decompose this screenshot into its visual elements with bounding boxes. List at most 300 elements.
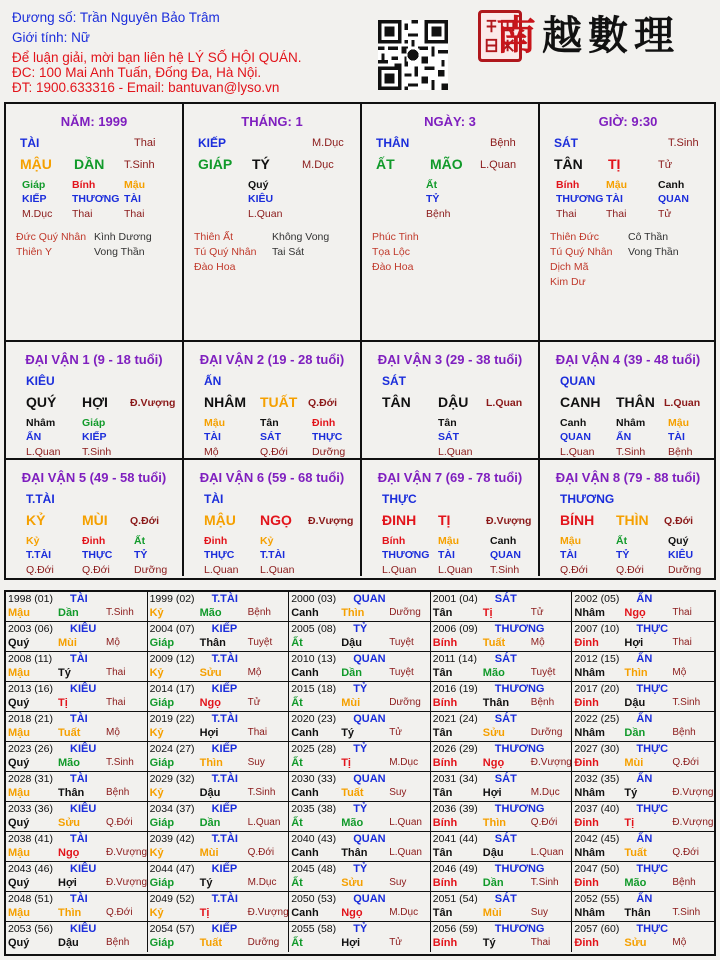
pillar-stem: GIÁP [198, 156, 233, 172]
hidden-stage: Thai [124, 208, 145, 220]
star-left: Thiên Ất [194, 231, 234, 243]
annual-stem: Đinh [574, 937, 599, 949]
annual-stem: Ất [291, 877, 303, 889]
annual-branch: Dậu [482, 847, 504, 859]
annual-god: THỰC [636, 743, 669, 755]
annual-branch: Tị [624, 817, 635, 829]
dai-van-god: KIÊU [26, 374, 55, 388]
annual-god: TỶ [353, 623, 368, 635]
annual-stage: Bệnh [106, 787, 130, 798]
annual-cell[interactable] [148, 922, 290, 952]
annual-stage: T.Sinh [247, 787, 276, 798]
hidden-stage: Q.Đới [560, 564, 588, 576]
annual-stage: Q.Đới [106, 907, 133, 918]
dai-van-cell[interactable] [184, 460, 362, 576]
hidden-god: TÀI [606, 193, 623, 205]
annual-branch: Tý [482, 937, 496, 949]
annual-cell[interactable] [572, 682, 714, 712]
pillar-god: THÂN [376, 136, 410, 150]
annual-cell[interactable] [572, 922, 714, 952]
hidden-god: SÁT [260, 431, 281, 443]
annual-stage: Thai [247, 727, 268, 738]
annual-stem: Nhâm [574, 727, 605, 739]
annual-stage: Tử [530, 607, 544, 618]
annual-stem: Ất [291, 757, 303, 769]
annual-god: T.TÀI [211, 893, 238, 905]
annual-cell[interactable] [289, 922, 431, 952]
dai-van-cell[interactable] [540, 460, 716, 576]
annual-stem: Kỷ [149, 907, 164, 919]
annual-year: 2053 (56) [8, 923, 53, 935]
annual-cell[interactable] [289, 682, 431, 712]
annual-cell[interactable] [6, 802, 148, 832]
annual-year: 2002 (05) [574, 593, 620, 605]
annual-stage: Suy [247, 757, 265, 768]
hidden-god: QUAN [490, 549, 521, 561]
annual-grid [4, 590, 716, 956]
annual-stage: Bệnh [530, 697, 555, 708]
pillar-cell[interactable] [184, 104, 362, 342]
annual-stem: Đinh [574, 697, 599, 709]
hidden-god: TÀI [204, 431, 221, 443]
pillar-stem: MẬU [20, 156, 52, 172]
annual-stage: T.Sinh [106, 607, 134, 618]
annual-year: 2032 (35) [574, 773, 620, 785]
annual-stage: Q.Đới [672, 757, 699, 768]
annual-stem: Đinh [574, 637, 599, 649]
hidden-stem: Ất [134, 535, 146, 547]
annual-god: SÁT [494, 773, 517, 785]
annual-stage: M.Dục [389, 757, 419, 768]
hidden-stem: Quý [248, 179, 269, 191]
annual-cell[interactable] [289, 832, 431, 862]
annual-cell[interactable] [6, 832, 148, 862]
hidden-stage: L.Quan [248, 208, 283, 220]
annual-god: THƯƠNG [494, 683, 545, 695]
annual-god: TÀI [70, 653, 88, 665]
annual-branch: Ngọ [624, 607, 646, 619]
annual-cell[interactable] [6, 742, 148, 772]
annual-branch: Ngọ [482, 757, 505, 769]
gender: Giới tính: Nữ [12, 30, 90, 45]
annual-cell[interactable] [572, 802, 714, 832]
annual-branch: Mùi [341, 697, 361, 709]
hidden-stem: Mậu [124, 179, 145, 191]
annual-god: T.TÀI [211, 593, 238, 605]
annual-cell[interactable] [289, 622, 431, 652]
annual-stem: Canh [291, 727, 319, 739]
annual-stage: Đ.Vượng [106, 877, 148, 888]
annual-branch: Tuất [58, 727, 81, 739]
annual-cell[interactable] [431, 862, 573, 892]
star-right: Không Vong [272, 231, 330, 243]
hidden-stem: Mậu [204, 417, 225, 429]
annual-stem: Bính [432, 637, 458, 649]
hidden-god: THƯƠNG [72, 193, 120, 205]
hidden-stem: Mậu [438, 535, 459, 547]
pillar-branch: TÝ [252, 156, 270, 172]
annual-cell[interactable] [431, 712, 573, 742]
annual-stage: T.Sinh [530, 877, 559, 888]
annual-cell[interactable] [6, 712, 148, 742]
annual-stem: Đinh [574, 817, 599, 829]
annual-branch: Mão [624, 877, 647, 889]
annual-cell[interactable] [572, 772, 714, 802]
dai-van-cell[interactable] [362, 342, 540, 460]
annual-branch: Mão [341, 817, 364, 829]
hidden-stage: L.Quan [560, 446, 595, 458]
annual-cell[interactable] [431, 652, 573, 682]
annual-branch: Mùi [199, 847, 219, 859]
annual-cell[interactable] [148, 892, 290, 922]
hidden-stem: Mậu [668, 417, 689, 429]
annual-cell[interactable] [6, 772, 148, 802]
dai-van-branch: THÌN [616, 512, 649, 528]
annual-stage: L.Quan [389, 817, 422, 828]
dai-van-branch: THÂN [616, 394, 655, 410]
annual-branch: Thìn [58, 907, 82, 919]
annual-stem: Đinh [574, 757, 599, 769]
star-left: Phúc Tinh [372, 231, 419, 243]
annual-branch: Dần [199, 817, 221, 829]
annual-cell[interactable] [572, 712, 714, 742]
annual-cell[interactable] [289, 742, 431, 772]
annual-cell[interactable] [431, 832, 573, 862]
qr-code-icon[interactable] [378, 20, 448, 90]
star-left: Tú Quý Nhân [550, 246, 613, 258]
dai-van-cell[interactable] [6, 342, 184, 460]
annual-god: KIẾP [211, 743, 238, 755]
annual-god: ẤN [636, 593, 653, 605]
annual-cell[interactable] [289, 802, 431, 832]
pillar-cell[interactable] [362, 104, 540, 342]
annual-cell[interactable] [148, 772, 290, 802]
star-right: Vong Thần [94, 246, 145, 258]
annual-god: TỶ [353, 803, 368, 815]
annual-stage: T.Sinh [106, 757, 134, 768]
annual-cell[interactable] [289, 892, 431, 922]
hidden-stem: Bính [382, 535, 406, 547]
annual-cell[interactable] [572, 622, 714, 652]
dai-van-stage: Đ.Vượng [308, 515, 354, 527]
annual-branch: Tuất [624, 847, 647, 859]
annual-stage: Tử [389, 727, 402, 738]
annual-cell[interactable] [148, 622, 290, 652]
annual-year: 2013 (16) [8, 683, 53, 695]
dai-van-title: ĐẠI VẬN 8 (79 - 88 tuổi) [555, 470, 701, 485]
annual-stage: L.Quan [530, 847, 564, 858]
annual-branch: Thìn [341, 607, 365, 619]
annual-god: TỶ [353, 863, 368, 875]
hidden-stem: Đinh [204, 535, 228, 547]
hidden-stem: Đinh [82, 535, 106, 547]
annual-god: KIẾP [211, 683, 238, 695]
annual-cell[interactable] [572, 742, 714, 772]
annual-cell[interactable] [289, 652, 431, 682]
annual-year: 2045 (48) [291, 863, 337, 875]
annual-year: 2025 (28) [291, 743, 337, 755]
pillar-title: THÁNG: 1 [241, 114, 303, 129]
annual-god: THƯƠNG [494, 863, 545, 875]
annual-cell[interactable] [572, 652, 714, 682]
annual-branch: Tý [624, 787, 638, 799]
annual-cell[interactable] [431, 592, 573, 622]
annual-cell[interactable] [289, 862, 431, 892]
annual-branch: Tị [58, 697, 68, 709]
hidden-god: T.TÀI [26, 549, 52, 561]
annual-branch: Thân [58, 787, 85, 799]
annual-god: TÀI [70, 773, 88, 785]
annual-cell[interactable] [572, 592, 714, 622]
annual-god: TỶ [353, 683, 368, 695]
pillar-cell[interactable] [540, 104, 716, 342]
annual-year: 2009 (12) [149, 653, 195, 665]
dai-van-stem: NHÂM [204, 394, 246, 410]
annual-year: 2033 (36) [8, 803, 53, 815]
pillar-title: GIỜ: 9:30 [598, 114, 658, 129]
annual-god: TÀI [70, 713, 88, 725]
annual-year: 2008 (11) [8, 653, 53, 665]
star-right: Tai Sát [272, 246, 305, 258]
annual-branch: Sửu [624, 937, 647, 949]
annual-cell[interactable] [431, 622, 573, 652]
hidden-stem: Kỷ [26, 535, 40, 547]
annual-stem: Canh [291, 607, 319, 619]
annual-cell[interactable] [148, 832, 290, 862]
annual-year: 2057 (60) [574, 923, 620, 935]
annual-year: 2024 (27) [149, 743, 195, 755]
annual-cell[interactable] [431, 772, 573, 802]
annual-god: THƯƠNG [494, 923, 545, 935]
dai-van-branch: MÙI [82, 512, 108, 528]
owner-name: Đương số: Trần Nguyên Bảo Trâm [12, 10, 220, 25]
dai-van-god: ẤN [204, 374, 222, 388]
star-left: Thiên Y [16, 246, 52, 258]
hidden-stage: Q.Đới [616, 564, 644, 576]
annual-cell[interactable] [148, 742, 290, 772]
phone-email: ĐT: 1900.633316 - Email: bantuvan@lyso.vn [12, 80, 280, 95]
pillar-top-stage: T.Sinh [668, 137, 699, 149]
annual-cell[interactable] [6, 622, 148, 652]
header [0, 0, 720, 100]
pillar-stem: ẤT [376, 156, 395, 172]
annual-branch: Mùi [624, 757, 644, 769]
annual-branch: Ngọ [199, 697, 221, 709]
annual-stage: Bệnh [106, 937, 130, 948]
dai-van-stem: CANH [560, 394, 601, 410]
dai-van-branch: TUẤT [260, 394, 298, 410]
pillar-stage: L.Quan [480, 159, 517, 171]
hidden-stage: Dưỡng [134, 564, 168, 576]
hidden-god: TÀI [438, 549, 455, 561]
pillar-cell[interactable] [6, 104, 184, 342]
annual-cell[interactable] [148, 712, 290, 742]
annual-year: 2007 (10) [574, 623, 620, 635]
annual-cell[interactable] [572, 832, 714, 862]
annual-branch: Hợi [341, 937, 361, 949]
annual-branch: Dậu [341, 637, 362, 649]
annual-god: QUAN [353, 773, 386, 785]
dai-van-stage: Đ.Vượng [130, 397, 176, 409]
annual-cell[interactable] [6, 592, 148, 622]
hidden-stage: Thai [606, 208, 627, 220]
annual-branch: Tý [199, 877, 213, 889]
annual-cell[interactable] [148, 802, 290, 832]
hidden-stem: Ất [426, 179, 438, 191]
annual-year: 2029 (32) [149, 773, 195, 785]
annual-cell[interactable] [431, 742, 573, 772]
annual-stem: Tân [432, 847, 453, 859]
annual-cell[interactable] [148, 592, 290, 622]
annual-cell[interactable] [148, 862, 290, 892]
annual-stage: Q.Đới [672, 847, 699, 858]
hidden-god: QUAN [658, 193, 689, 205]
annual-god: THƯƠNG [494, 743, 545, 755]
annual-cell[interactable] [431, 892, 573, 922]
annual-cell[interactable] [431, 802, 573, 832]
annual-stage: M.Dục [247, 877, 277, 888]
star-left: Đào Hoa [372, 261, 414, 273]
dai-van-title: ĐẠI VẬN 7 (69 - 78 tuổi) [377, 470, 523, 485]
dai-van-stem: ĐINH [382, 512, 417, 528]
annual-stage: Mộ [247, 667, 262, 678]
annual-branch: Hợi [482, 787, 502, 799]
hidden-god: KIẾP [22, 193, 47, 205]
annual-stage: Đ.Vượng [530, 757, 572, 768]
annual-stem: Quý [8, 637, 30, 649]
annual-stem: Tân [432, 907, 453, 919]
pillar-god: KIẾP [198, 136, 227, 150]
dai-van-cell[interactable] [184, 342, 362, 460]
annual-year: 2030 (33) [291, 773, 337, 785]
annual-cell[interactable] [572, 892, 714, 922]
annual-god: ẤN [636, 893, 653, 905]
dai-van-cell[interactable] [6, 460, 184, 576]
annual-cell[interactable] [148, 652, 290, 682]
annual-year: 2018 (21) [8, 713, 53, 725]
annual-year: 2020 (23) [291, 713, 337, 725]
annual-year: 2049 (52) [149, 893, 195, 905]
annual-year: 2052 (55) [574, 893, 620, 905]
annual-cell[interactable] [6, 892, 148, 922]
dai-van-cell[interactable] [362, 460, 540, 576]
annual-branch: Sửu [199, 667, 222, 679]
annual-stage: Suy [389, 787, 407, 798]
annual-stem: Giáp [149, 937, 175, 949]
annual-stem: Bính [432, 757, 458, 769]
annual-year: 2044 (47) [149, 863, 195, 875]
annual-year: 2054 (57) [149, 923, 195, 935]
annual-stem: Tân [432, 727, 453, 739]
hidden-god: THỰC [204, 549, 235, 561]
annual-stage: Thai [106, 667, 126, 678]
annual-god: ẤN [636, 653, 653, 665]
annual-god: TÀI [70, 833, 88, 845]
annual-god: KIÊU [70, 743, 97, 755]
annual-branch: Hợi [199, 727, 219, 739]
annual-stem: Tân [432, 667, 453, 679]
hidden-god: KIÊU [668, 549, 694, 561]
annual-cell[interactable] [289, 712, 431, 742]
dai-van-stage: Q.Đới [130, 515, 160, 527]
annual-god: KIẾP [211, 803, 238, 815]
annual-cell[interactable] [289, 772, 431, 802]
annual-cell[interactable] [6, 652, 148, 682]
annual-year: 2050 (53) [291, 893, 337, 905]
dai-van-stage: Đ.Vượng [486, 515, 532, 527]
dai-van-branch: NGỌ [260, 512, 292, 528]
annual-cell[interactable] [431, 682, 573, 712]
hidden-god: SÁT [438, 431, 459, 443]
annual-year: 2039 (42) [149, 833, 195, 845]
annual-cell[interactable] [6, 922, 148, 952]
hidden-god: THỰC [82, 549, 113, 561]
annual-stem: Nhâm [574, 787, 605, 799]
annual-god: T.TÀI [211, 653, 238, 665]
annual-stage: Tử [247, 697, 261, 708]
annual-branch: Hợi [624, 637, 644, 649]
annual-stage: Q.Đới [530, 817, 558, 828]
dai-van-title: ĐẠI VẬN 6 (59 - 68 tuổi) [199, 470, 345, 485]
dai-van-god: T.TÀI [26, 492, 55, 506]
annual-stage: Tuyệt [530, 667, 556, 678]
annual-branch: Sửu [482, 727, 505, 739]
annual-stem: Kỷ [149, 787, 164, 799]
annual-god: KIÊU [70, 683, 97, 695]
dai-van-stage: L.Quan [664, 397, 701, 409]
annual-god: KIÊU [70, 923, 97, 935]
annual-stage: Mộ [106, 727, 120, 738]
annual-stage: Tuyệt [247, 637, 273, 648]
hidden-stem: Mậu [606, 179, 627, 191]
annual-year: 2046 (49) [432, 863, 478, 875]
hidden-stage: T.Sinh [616, 446, 646, 458]
annual-stage: Bệnh [672, 727, 696, 738]
pillar-branch: DẦN [74, 156, 105, 172]
annual-cell[interactable] [148, 682, 290, 712]
annual-stage: Đ.Vượng [672, 787, 714, 798]
hidden-stage: L.Quan [382, 564, 417, 576]
annual-cell[interactable] [289, 592, 431, 622]
annual-cell[interactable] [572, 862, 714, 892]
annual-cell[interactable] [431, 922, 573, 952]
annual-stem: Mậu [8, 607, 30, 619]
dai-van-title: ĐẠI VẬN 3 (29 - 38 tuổi) [377, 352, 523, 367]
annual-cell[interactable] [6, 862, 148, 892]
annual-stage: Đ.Vượng [672, 817, 714, 828]
dai-van-stage: Q.Đới [308, 397, 338, 409]
annual-stage: L.Quan [389, 847, 422, 858]
annual-year: 2048 (51) [8, 893, 53, 905]
annual-year: 2004 (07) [149, 623, 195, 635]
annual-branch: Tuất [482, 637, 506, 649]
dai-van-title: ĐẠI VẬN 5 (49 - 58 tuổi) [21, 470, 167, 485]
annual-stem: Quý [8, 697, 30, 709]
annual-stage: Mộ [672, 937, 687, 948]
hidden-stem: Nhâm [616, 417, 646, 429]
hidden-stem: Giáp [82, 417, 106, 429]
annual-year: 2023 (26) [8, 743, 53, 755]
annual-god: THỰC [636, 923, 669, 935]
annual-stage: Tử [389, 937, 402, 948]
annual-year: 2001 (04) [432, 593, 478, 605]
dai-van-cell[interactable] [540, 342, 716, 460]
hidden-stem: Kỷ [260, 535, 274, 547]
hidden-god: THƯƠNG [382, 549, 430, 561]
star-right: Kình Dương [94, 231, 152, 243]
annual-cell[interactable] [6, 682, 148, 712]
annual-stage: Q.Đới [106, 817, 133, 828]
